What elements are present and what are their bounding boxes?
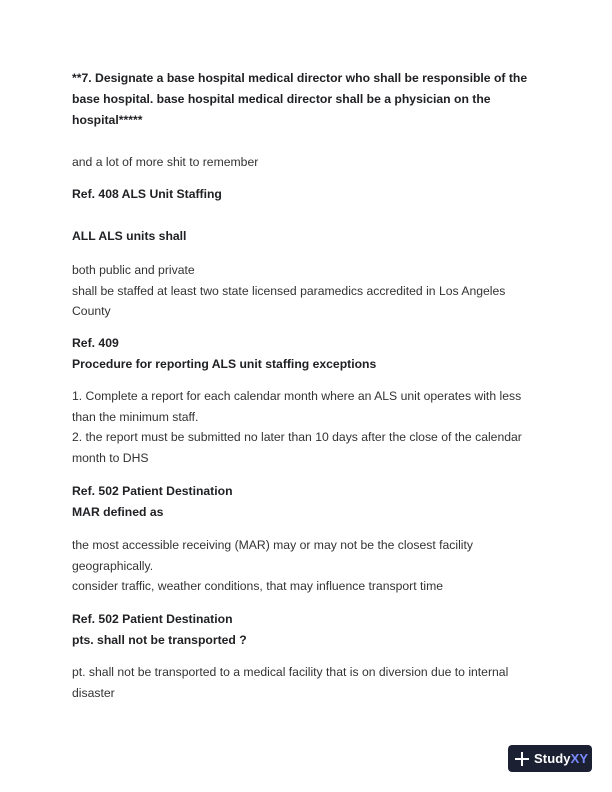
body-line: 2. the report must be submitted no later than 10 days after the close of the calendar <box>72 430 522 444</box>
body-line: consider traffic, weather conditions, that may influence transport time <box>72 579 443 593</box>
plus-icon <box>515 752 529 766</box>
body-line: month to DHS <box>72 450 149 465</box>
body-line: pt. shall not be transported to a medical facility that is on diversion due to internal <box>72 665 509 679</box>
brand-main: Study <box>534 751 571 766</box>
body-line: 1. Complete a report for each calendar month where an ALS unit operates with less <box>72 389 522 403</box>
section-body-ref502-transport <box>72 662 508 703</box>
body-line: County <box>72 304 111 318</box>
brand-logo-text <box>534 751 588 766</box>
body-line: disaster <box>72 685 115 700</box>
directive-line: base hospital. base hospital medical director shall be a physician on the <box>72 92 491 106</box>
section-subheading-ref408: ALL ALS units shall <box>72 229 187 243</box>
section-heading-ref502: Ref. 502 Patient Destination <box>72 612 233 626</box>
section-body-ref502-mar <box>72 535 473 597</box>
brand-accent: XY <box>570 751 589 766</box>
body-line: shall be staffed at least two state licensed paramedics accredited in Los Angeles <box>72 283 506 298</box>
section-subheading-ref409: Procedure for reporting ALS unit staffing exceptions <box>72 357 377 371</box>
section-header-ref502-transport <box>72 609 247 651</box>
body-line: both public and private <box>72 263 195 277</box>
section-subheading-transport: pts. shall not be transported ? <box>72 633 247 647</box>
section-body-ref408 <box>72 260 505 322</box>
directive-line: **7. Designate a base hospital medical director who shall be responsible of the <box>72 71 528 85</box>
section-header-ref502-mar <box>72 481 233 523</box>
body-line: than the minimum staff. <box>72 409 199 424</box>
section-header-ref409 <box>72 333 376 375</box>
section-subheading-mar: MAR defined as <box>72 505 164 519</box>
directive-block <box>72 68 527 131</box>
section-heading-ref409: Ref. 409 <box>72 336 119 350</box>
body-line: the most accessible receiving (MAR) may or may not be the closest facility <box>72 538 473 552</box>
note-text: and a lot of more shit to remember <box>72 155 259 169</box>
section-body-ref409 <box>72 386 522 468</box>
body-line: geographically. <box>72 558 154 573</box>
studyxy-badge[interactable] <box>508 745 592 772</box>
section-heading-ref408: Ref. 408 ALS Unit Staffing <box>72 187 222 201</box>
section-heading-ref502: Ref. 502 Patient Destination <box>72 484 233 498</box>
directive-line: hospital***** <box>72 113 143 127</box>
